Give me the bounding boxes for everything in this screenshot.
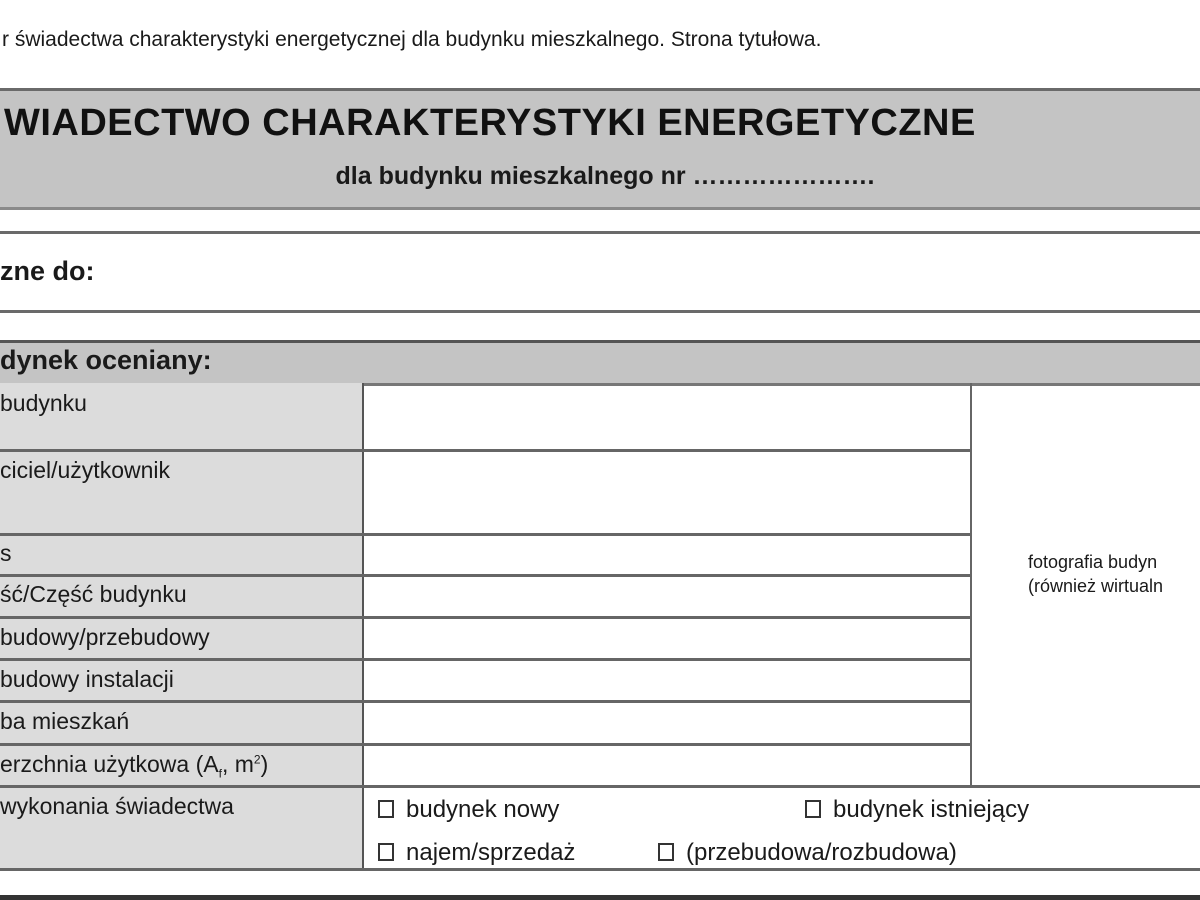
label-superscript: 2 bbox=[253, 752, 261, 767]
certificate-title: WIADECTWO CHARAKTERYSTYKI ENERGETYCZNE bbox=[4, 102, 976, 144]
label-text: ) bbox=[260, 751, 269, 777]
row-divider bbox=[0, 574, 972, 577]
valid-until-label: zne do: bbox=[0, 256, 95, 286]
checkbox-icon bbox=[378, 800, 394, 818]
label-text: erzchnia użytkowa (A bbox=[0, 751, 219, 777]
row-divider bbox=[0, 743, 972, 746]
row-label-purpose: wykonania świadectwa bbox=[0, 793, 234, 819]
option-label: najem/sprzedaż bbox=[406, 839, 576, 866]
row-divider bbox=[0, 533, 972, 536]
checkbox-icon bbox=[805, 800, 821, 818]
checkbox-rent-sale[interactable] bbox=[378, 839, 575, 867]
certificate-subtitle: dla budynku mieszkalnego nr …………………. bbox=[335, 162, 875, 190]
row-label-installation-year: budowy instalacji bbox=[0, 666, 174, 692]
option-label: budynek nowy bbox=[406, 796, 560, 823]
label-subscript: f bbox=[218, 766, 222, 781]
divider bbox=[0, 231, 1200, 234]
option-label: budynek istniejący bbox=[833, 796, 1030, 823]
row-label-usable-area bbox=[0, 751, 268, 781]
row-divider bbox=[0, 449, 972, 452]
checkbox-reconstruction[interactable] bbox=[658, 839, 957, 867]
page-divider bbox=[0, 895, 1200, 900]
photo-placeholder bbox=[1028, 550, 1163, 598]
row-label-building-name: budynku bbox=[0, 390, 87, 416]
table-bottom bbox=[0, 868, 1200, 871]
photo-column-divider bbox=[970, 383, 972, 786]
row-label-building-part: ść/Część budynku bbox=[0, 581, 187, 607]
row-divider bbox=[0, 785, 1200, 788]
row-label-construction-year: budowy/przebudowy bbox=[0, 624, 210, 650]
option-label: (przebudowa/rozbudowa) bbox=[686, 839, 957, 866]
row-label-apartments: ba mieszkań bbox=[0, 708, 130, 734]
section-title: dynek oceniany: bbox=[0, 345, 212, 375]
checkbox-icon bbox=[658, 843, 674, 861]
row-divider bbox=[0, 616, 972, 619]
checkbox-icon bbox=[378, 843, 394, 861]
checkbox-existing-building[interactable] bbox=[805, 796, 1029, 824]
photo-caption-line: fotografia budyn bbox=[1028, 552, 1158, 572]
row-label-owner: ciciel/użytkownik bbox=[0, 457, 170, 483]
row-divider bbox=[0, 700, 972, 703]
divider bbox=[0, 310, 1200, 313]
row-divider bbox=[0, 658, 972, 661]
row-label-address: s bbox=[0, 540, 12, 566]
page-caption: r świadectwa charakterystyki energetycznej dla budynku mieszkalnego. Strona tytułowa. bbox=[2, 28, 822, 51]
checkbox-new-building[interactable] bbox=[378, 796, 559, 824]
photo-caption-line: (również wirtualn bbox=[1028, 576, 1164, 596]
label-text: , m bbox=[221, 751, 254, 777]
